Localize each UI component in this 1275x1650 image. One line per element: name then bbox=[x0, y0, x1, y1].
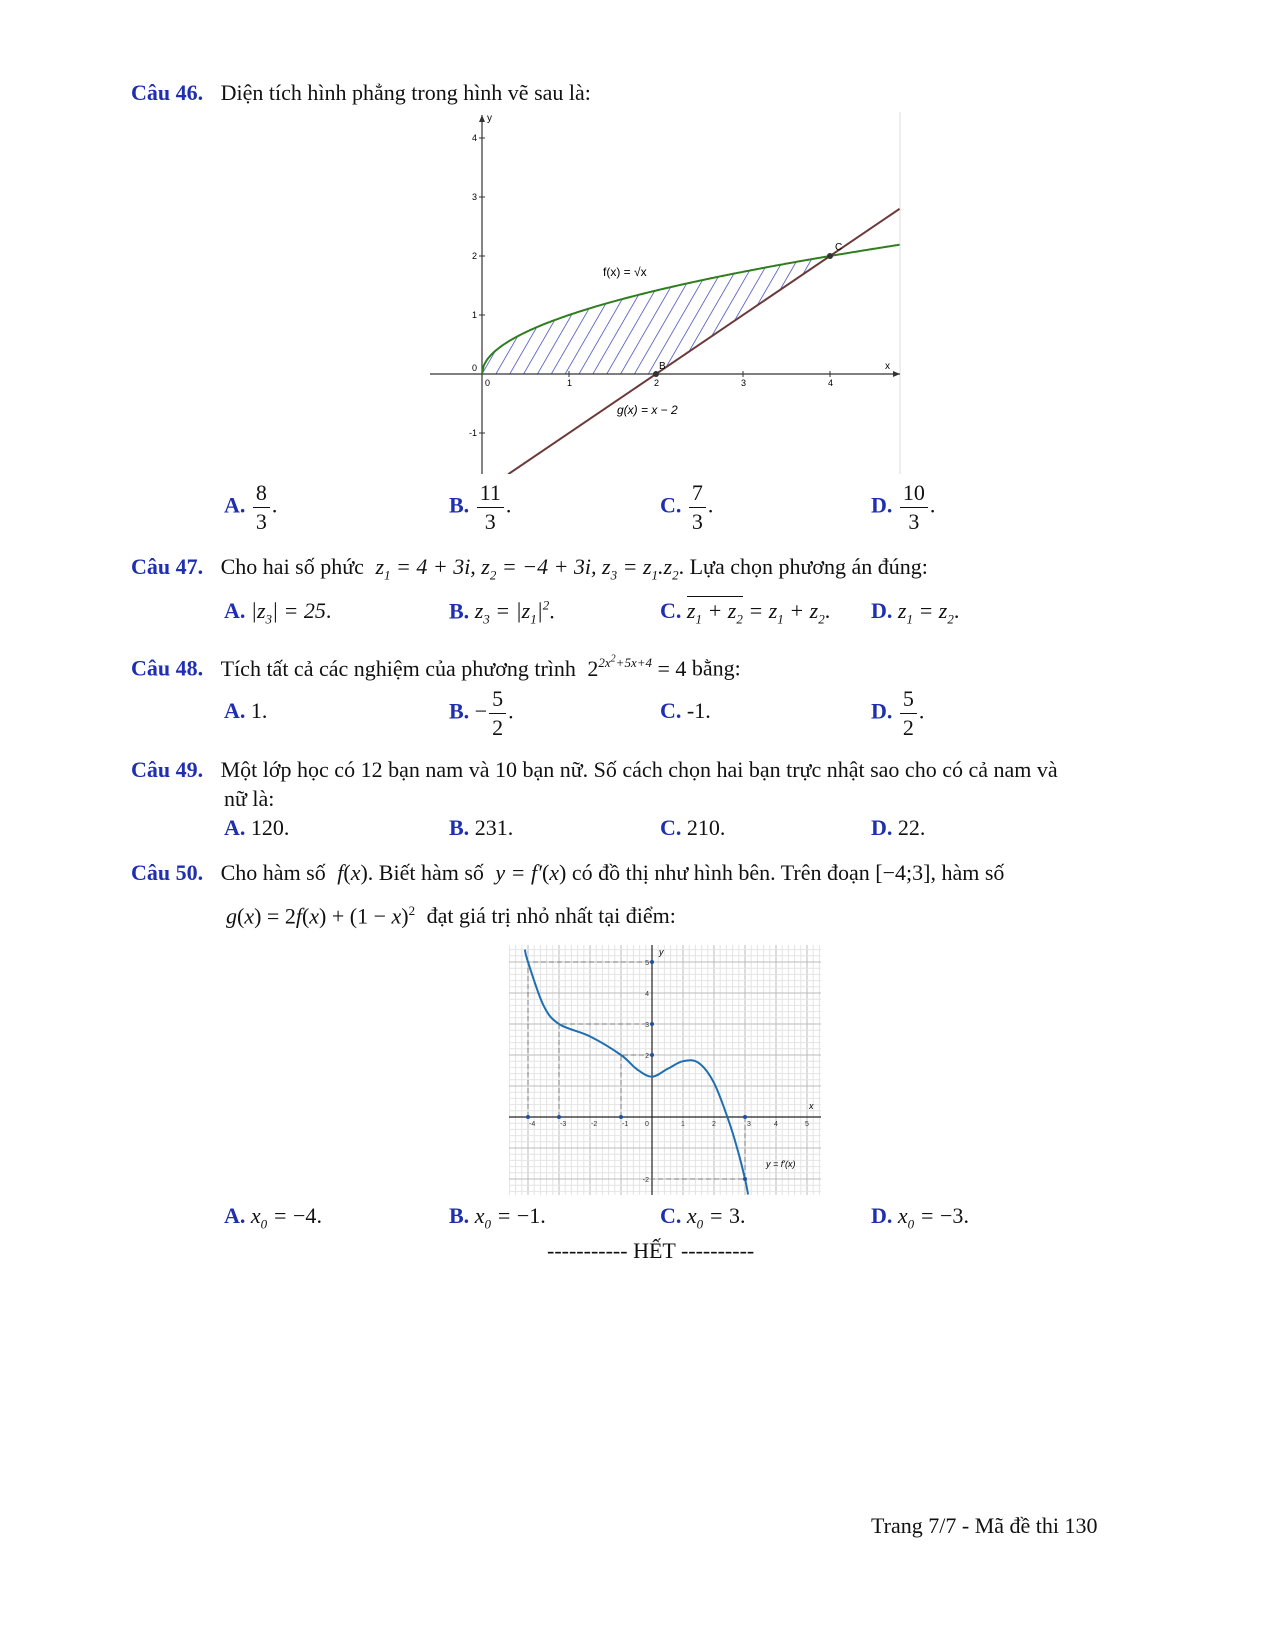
q50-xtick: 3 bbox=[747, 1121, 751, 1128]
q46-ytick: 0 bbox=[471, 363, 477, 373]
q46-shaded-region bbox=[482, 256, 830, 374]
q46-xtick: 4 bbox=[828, 378, 834, 388]
q50-xtick: 0 bbox=[645, 1121, 649, 1128]
q49-heading: Câu 49. Một lớp học có 12 bạn nam và 10 bạn nữ. Số cách chọn hai bạn trực nhật sao cho có cả nam và bbox=[131, 757, 1058, 782]
q50-option-a[interactable]: A. $x_0 = -4$. bbox=[224, 1203, 322, 1232]
q50-xtick: -2 bbox=[591, 1121, 598, 1128]
q46-point-c bbox=[827, 253, 833, 259]
q49-option-b[interactable]: B. 231. bbox=[449, 815, 514, 840]
q48-option-b[interactable]: B. − $\frac{5}{2}$ . bbox=[449, 686, 514, 740]
q48-heading: Câu 48. Tích tất cả các nghiệm của phương trình $2^{2x^2+5x+4} = 4$ bằng: bbox=[131, 654, 741, 681]
q46-option-b[interactable]: B. $\frac{11}{3}$ . bbox=[449, 480, 512, 534]
q50-xtick: 5 bbox=[805, 1121, 809, 1128]
q49-option-c[interactable]: C. 210. bbox=[660, 815, 726, 840]
q46-label: Câu 46. bbox=[131, 80, 204, 105]
q46-ytick: -1 bbox=[468, 428, 477, 438]
q50-xtick: 4 bbox=[774, 1121, 778, 1128]
q50-xtick: -1 bbox=[622, 1121, 629, 1128]
q48-option-c[interactable]: C. -1. bbox=[660, 698, 711, 723]
q46-point-c-label: C bbox=[835, 242, 843, 253]
q50-xtick: -3 bbox=[560, 1121, 567, 1128]
q50-option-c[interactable]: C. $x_0 = 3$. bbox=[660, 1203, 746, 1232]
q50-curve-label: y = f'(x) bbox=[766, 1159, 796, 1169]
q47-option-b[interactable]: B. $z_3 = |z_1|^2$. bbox=[449, 598, 555, 627]
q46-ytick: 1 bbox=[471, 310, 477, 320]
q47-heading: Câu 47. Cho hai số phức $z_1 = 4 + 3i$, $z_2 = -4 + 3i$, $z_3 = z_1.z_2$. Lựa chọn phương án đúng: bbox=[131, 554, 928, 583]
page-footer: Trang 7/7 - Mã đề thi 130 bbox=[871, 1513, 1098, 1538]
q46-heading bbox=[131, 80, 591, 106]
q50-xtick: -4 bbox=[529, 1121, 536, 1128]
q46-ytick: 4 bbox=[471, 133, 477, 143]
q50-ytick: 5 bbox=[645, 960, 649, 967]
q46-xtick: 3 bbox=[741, 378, 747, 388]
q48-option-d[interactable]: D. $\frac{5}{2}$ . bbox=[871, 686, 925, 740]
q46-graph bbox=[425, 112, 905, 474]
q46-ytick: 3 bbox=[471, 192, 477, 202]
q47-option-d[interactable]: D. $z_1 = z_2$. bbox=[871, 598, 960, 627]
q50-ytick: -2 bbox=[642, 1177, 649, 1184]
q46-axis-x-label: x bbox=[885, 361, 890, 372]
q50-ytick: 2 bbox=[645, 1053, 649, 1060]
q46-axis-y-label: y bbox=[487, 113, 492, 124]
q50-ytick: 3 bbox=[645, 1022, 649, 1029]
q50-axis-x-label: x bbox=[809, 1101, 814, 1111]
q47-formula: $z_1 = 4 + 3i$, $z_2 = -4 + 3i$, $z_3 = z_1.z_2$ bbox=[375, 554, 679, 583]
q46-option-d[interactable]: D. $\frac{10}{3}$ . bbox=[871, 480, 936, 534]
q50-heading: Câu 50. Cho hàm số f(x). Biết hàm số y = f′(x) có đồ thị như hình bên. Trên đoạn [−4;3], hàm số bbox=[131, 860, 1005, 885]
q48-option-a[interactable]: A. 1. bbox=[224, 698, 268, 723]
q50-option-b[interactable]: B. $x_0 = -1$. bbox=[449, 1203, 546, 1232]
q50-xtick: 2 bbox=[712, 1121, 716, 1128]
q46-x-ticks bbox=[485, 378, 833, 388]
q50-guides bbox=[528, 962, 745, 1179]
q50-ytick: 4 bbox=[645, 991, 649, 998]
q50-xtick: 1 bbox=[681, 1121, 685, 1128]
q46-text: Diện tích hình phẳng trong hình vẽ sau là: bbox=[220, 80, 591, 105]
q48-equation: $2^{2x^2+5x+4} = 4$ bbox=[587, 654, 687, 681]
q50-axis-y-label: y bbox=[659, 947, 664, 957]
q46-f-label: f(x) = √x bbox=[603, 265, 647, 279]
q47-option-c[interactable]: C. $z_1 + z_2 = z_1 + z_2$. bbox=[660, 598, 831, 627]
q46-option-a[interactable]: A. $\frac{8}{3}$ . bbox=[224, 480, 278, 534]
end-marker: ----------- HẾT ---------- bbox=[547, 1238, 755, 1263]
q50-option-d[interactable]: D. $x_0 = -3$. bbox=[871, 1203, 969, 1232]
q49-text-2: nữ là: bbox=[224, 786, 275, 811]
q50-graph bbox=[509, 945, 821, 1195]
q49-option-a[interactable]: A. 120. bbox=[224, 815, 290, 840]
q46-ytick: 2 bbox=[471, 251, 477, 261]
q49-text: Một lớp học có 12 bạn nam và 10 bạn nữ. Số cách chọn hai bạn trực nhật sao cho có cả nam và bbox=[220, 757, 1058, 782]
q46-xtick: 2 bbox=[654, 378, 660, 388]
q47-option-a[interactable]: A. $|z_3| = 25$. bbox=[224, 598, 332, 627]
q49-option-d[interactable]: D. 22. bbox=[871, 815, 926, 840]
q46-point-b-label: B bbox=[659, 361, 666, 372]
q46-g-label: g(x) = x − 2 bbox=[617, 403, 678, 417]
q46-option-c[interactable]: C. $\frac{7}{3}$ . bbox=[660, 480, 714, 534]
q50-line2: $g(x) = 2f(x) + (1 - x)^2$ đạt giá trị nhỏ nhất tại điểm: bbox=[226, 903, 676, 929]
q46-xtick: 0 bbox=[485, 378, 491, 388]
q46-y-ticks bbox=[469, 133, 477, 438]
q46-xtick: 1 bbox=[567, 378, 573, 388]
